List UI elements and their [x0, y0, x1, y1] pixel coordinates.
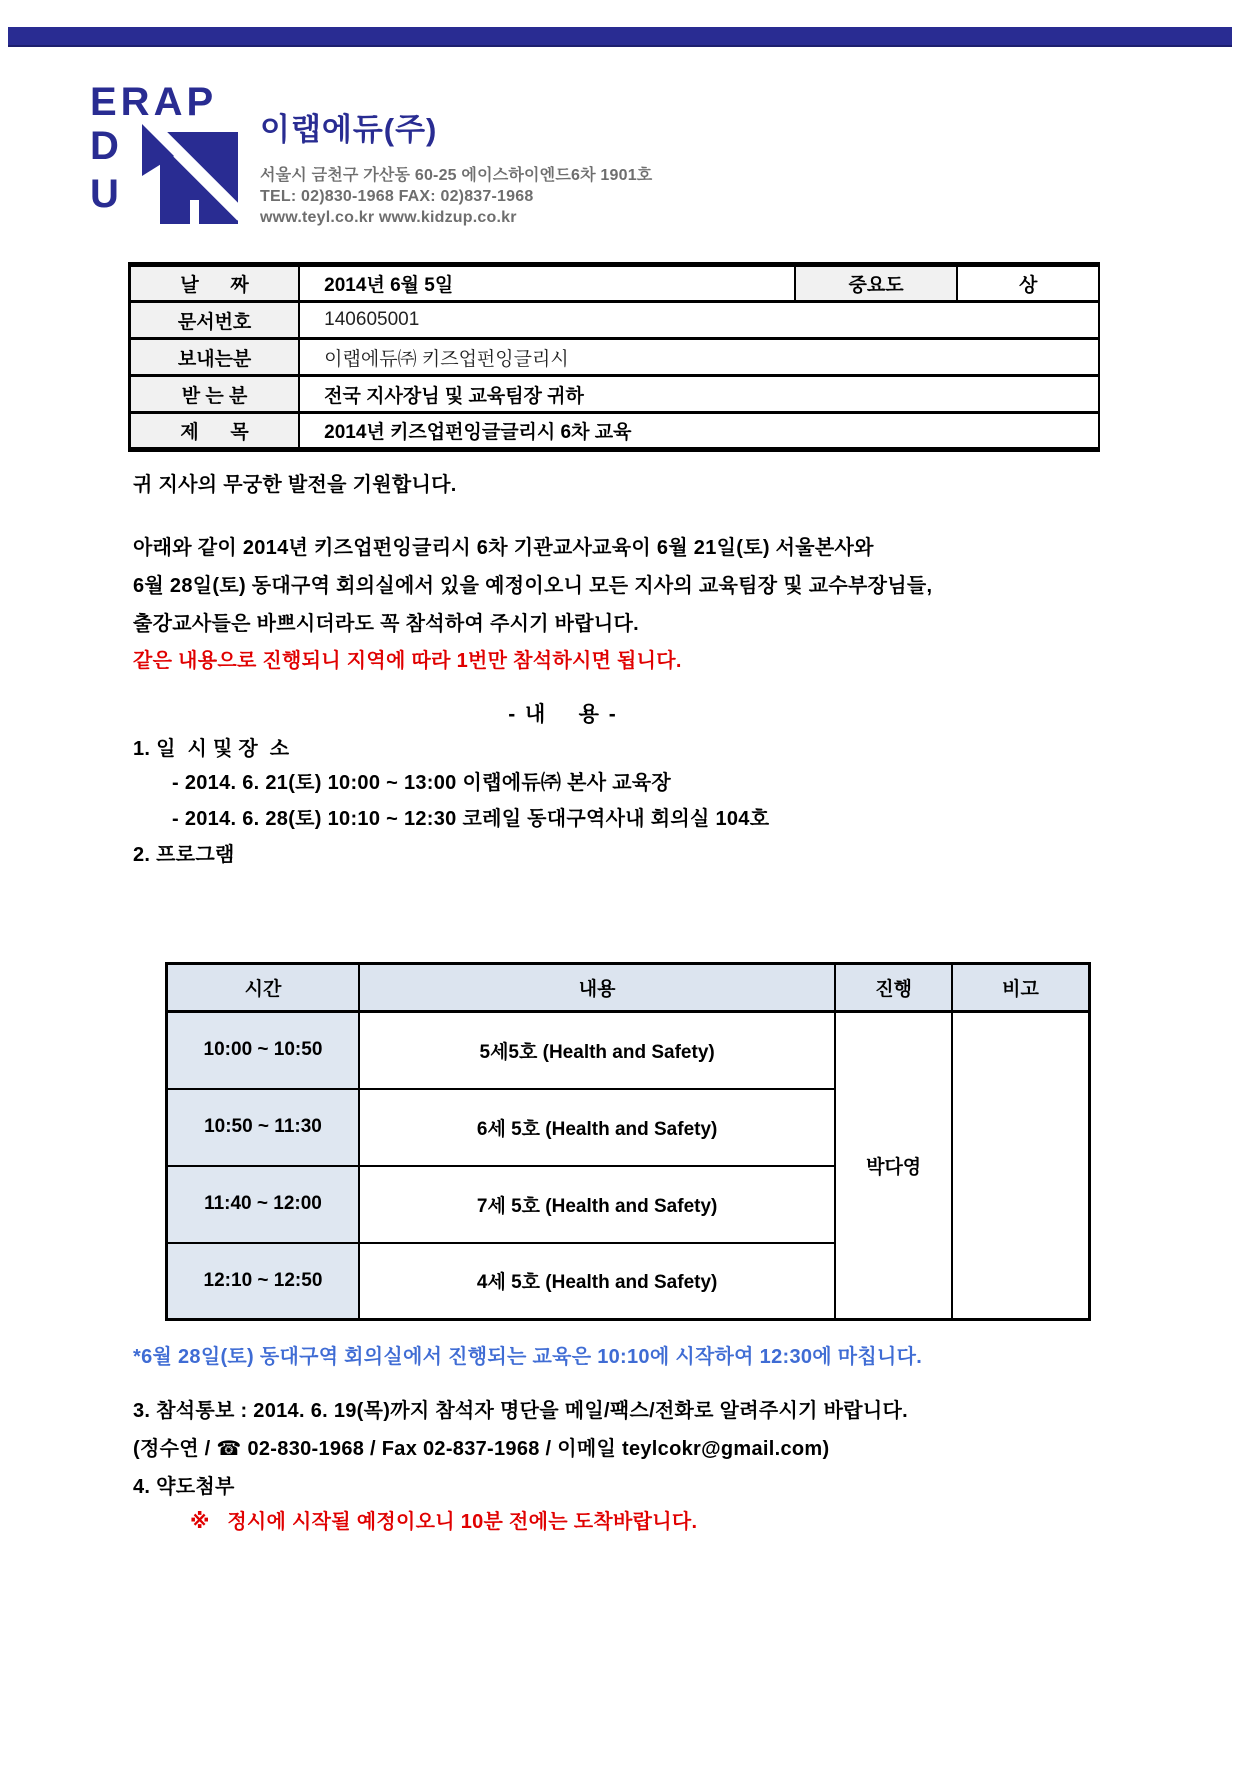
logo-text-erap: ERAP	[90, 80, 218, 124]
section2-title: 2. 프로그램	[133, 844, 235, 866]
col-header-content: 내용	[359, 964, 835, 1012]
table-row	[130, 339, 1100, 376]
table-row	[130, 265, 1100, 302]
importance-value: 상	[957, 265, 1099, 302]
doc-number-value: 140605001	[299, 302, 1099, 339]
session-content: 5세5호 (Health and Safety)	[359, 1012, 835, 1089]
session-time: 10:00 ~ 10:50	[167, 1012, 359, 1089]
session-content: 7세 5호 (Health and Safety)	[359, 1166, 835, 1243]
session-time: 12:10 ~ 12:50	[167, 1243, 359, 1320]
company-websites: www.teyl.co.kr www.kidzup.co.kr	[260, 209, 517, 226]
date-label: 날 짜	[130, 265, 300, 302]
logo-arrow-icon	[138, 124, 238, 224]
document-info-table	[128, 262, 1100, 452]
sender-value: 이랩에듀㈜ 키즈업펀잉글리시	[299, 339, 1099, 376]
red-arrival-note: ※ 정시에 시작될 예정이오니 10분 전에는 도착바랍니다.	[190, 1511, 698, 1533]
company-phone: TEL: 02)830-1968 FAX: 02)837-1968	[260, 188, 534, 205]
program-header-row	[167, 964, 1090, 1012]
red-notice-line: 같은 내용으로 진행되니 지역에 따라 1번만 참석하시면 됩니다.	[133, 650, 682, 672]
section3-title: 3. 참석통보 : 2014. 6. 19(목)까지 참석자 명단을 메일/팩스/전화로 알려주시기 바랍니다.	[133, 1400, 908, 1422]
company-address: 서울시 금천구 가산동 60-25 에이스하이엔드6차 1901호	[260, 167, 653, 184]
table-row	[130, 302, 1100, 339]
date-value: 2014년 6월 5일	[299, 265, 795, 302]
section1-title: 1. 일 시 및 장 소	[133, 738, 290, 760]
recipient-value: 전국 지사장님 및 교육팀장 귀하	[299, 376, 1099, 413]
greeting-line: 귀 지사의 무궁한 발전을 기원합니다.	[133, 474, 457, 496]
table-row	[130, 413, 1100, 450]
doc-number-label: 문서번호	[130, 302, 300, 339]
section1-schedule-2: - 2014. 6. 28(토) 10:10 ~ 12:30 코레일 동대구역사내 회의실 104호	[172, 808, 770, 830]
section1-schedule-1: - 2014. 6. 21(토) 10:00 ~ 13:00 이랩에듀㈜ 본사 교육장	[172, 772, 672, 794]
company-name: 이랩에듀(주)	[260, 112, 438, 147]
letterhead	[90, 82, 652, 228]
subject-value: 2014년 키즈업펀잉글글리시 6차 교육	[299, 413, 1099, 450]
paragraph-line-1: 아래와 같이 2014년 키즈업펀잉글리시 6차 기관교사교육이 6월 21일(토) 서울본사와	[133, 537, 874, 559]
section4-title: 4. 약도첨부	[133, 1476, 235, 1498]
importance-label: 중요도	[795, 265, 958, 302]
col-header-presenter: 진행	[835, 964, 952, 1012]
session-content: 6세 5호 (Health and Safety)	[359, 1089, 835, 1166]
company-logo	[90, 82, 242, 227]
recipient-label: 받 는 분	[130, 376, 300, 413]
sender-label: 보내는분	[130, 339, 300, 376]
logo-text-d: D	[90, 124, 119, 168]
table-row	[130, 376, 1100, 413]
contact-detail-line: (정수연 / ☎ 02-830-1968 / Fax 02-837-1968 / 이메일 teylcokr@gmail.com)	[133, 1438, 830, 1460]
presenter-cell: 박다영	[835, 1012, 952, 1320]
subject-label: 제 목	[130, 413, 300, 450]
logo-text-u: U	[90, 172, 119, 216]
col-header-time: 시간	[167, 964, 359, 1012]
company-info	[260, 82, 652, 228]
session-time: 11:40 ~ 12:00	[167, 1166, 359, 1243]
table-row	[167, 1012, 1090, 1089]
remark-cell	[952, 1012, 1090, 1320]
top-accent-bar	[8, 27, 1232, 47]
col-header-remark: 비고	[952, 964, 1090, 1012]
content-heading: - 내 용 -	[508, 703, 618, 726]
session-content: 4세 5호 (Health and Safety)	[359, 1243, 835, 1320]
program-table	[165, 962, 1091, 1321]
session-time: 10:50 ~ 11:30	[167, 1089, 359, 1166]
paragraph-line-3: 출강교사들은 바쁘시더라도 꼭 참석하여 주시기 바랍니다.	[133, 613, 640, 635]
paragraph-line-2: 6월 28일(토) 동대구역 회의실에서 있을 예정이오니 모든 지사의 교육팀장 및 교수부장님들,	[133, 575, 933, 597]
blue-note: *6월 28일(토) 동대구역 회의실에서 진행되는 교육은 10:10에 시작하여 12:30에 마칩니다.	[133, 1346, 923, 1368]
